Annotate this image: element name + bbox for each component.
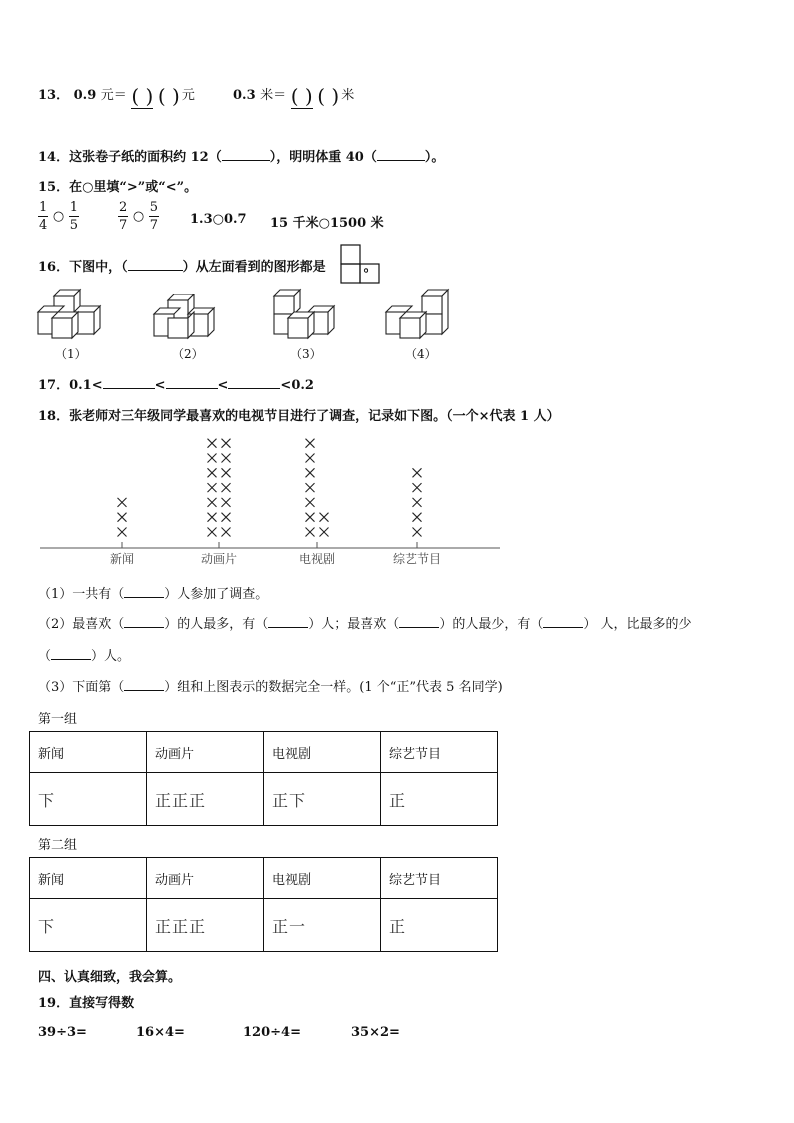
q16-figure-2[interactable] (152, 294, 222, 340)
q17-lt-1: < (154, 378, 166, 393)
group2-title: 第二组 (38, 838, 78, 853)
q16-figure-label-3: （3） (290, 347, 322, 361)
group2-header-cell: 新闻 (30, 858, 147, 899)
chart-category-label: 动画片 (200, 552, 238, 566)
q14-blank-2[interactable] (377, 147, 425, 161)
tally-x-mark (222, 468, 231, 477)
q16-figure-4[interactable] (384, 288, 454, 340)
q19-item-4[interactable]: 35×2= (351, 1025, 400, 1040)
q16-text-c: 。 (363, 260, 377, 275)
q17-blank-1[interactable] (103, 375, 155, 389)
q16-text-a: 16．下图中，（ (38, 260, 128, 275)
tally-x-mark (413, 483, 422, 492)
q16-figure-label-2: （2） (172, 347, 204, 361)
group2-value-cell: 正正正 (147, 899, 264, 952)
q18-sub2-text-b: ）的人最多，有（ (164, 617, 269, 632)
question-18: 18．张老师对三年级同学最喜欢的电视节目进行了调查，记录如下图。（一个×代表 1 人） (38, 409, 560, 424)
q19-item-1[interactable]: 39÷3= (38, 1025, 87, 1040)
q15-item-1 (38, 201, 79, 232)
tally-x-mark (306, 454, 315, 463)
tally-x-mark (413, 528, 422, 537)
tally-x-mark (413, 513, 422, 522)
q16-text-b: ）从左面看到的图形都是 (182, 260, 326, 275)
group1-header-cell: 动画片 (147, 732, 264, 773)
tally-x-mark (222, 513, 231, 522)
tally-x-mark (222, 454, 231, 463)
group1-header-cell: 综艺节目 (381, 732, 498, 773)
q15-circle-1[interactable]: ○ (52, 209, 65, 224)
group1-value-cell: 正下 (264, 773, 381, 826)
group2-value-cell: 正一 (264, 899, 381, 952)
tally-x-mark (320, 513, 329, 522)
q18-sub2-blank-3[interactable] (399, 614, 439, 628)
q15-fraction-c (118, 201, 128, 232)
q16-figure-label-4: （4） (405, 347, 437, 361)
q15-fraction-a (38, 201, 48, 232)
q13-right-fraction[interactable] (290, 83, 340, 108)
group1-header-cell: 电视剧 (264, 732, 381, 773)
q13-right-value: 0.3 (233, 88, 256, 103)
q16-blank[interactable] (128, 257, 183, 271)
q17-end: <0.2 (280, 378, 314, 393)
q13-left-value: 0.9 (73, 88, 97, 103)
q17-start: 17．0.1< (38, 378, 103, 393)
q18-sub2-text-e: ） 人，比最多的少 (583, 617, 692, 632)
tally-x-mark (413, 498, 422, 507)
tally-x-mark (306, 468, 315, 477)
chart-category-label: 新闻 (109, 552, 135, 566)
tally-x-mark (222, 439, 231, 448)
q13-left-unit: 元＝ (100, 88, 127, 103)
tally-x-mark (208, 468, 217, 477)
tally-x-mark (306, 498, 315, 507)
q17-blank-2[interactable] (166, 375, 218, 389)
q14-text-a: 14．这张卷子纸的面积约 12（ (38, 150, 222, 165)
q18-sub2-blank-5[interactable] (51, 646, 91, 660)
question-13 (38, 84, 195, 107)
tally-x-mark (208, 498, 217, 507)
tally-x-mark (222, 528, 231, 537)
q15-den-d: 7 (149, 218, 158, 233)
q15-den-b: 5 (69, 218, 78, 233)
q15-fraction-b (69, 201, 79, 232)
tally-x-mark (222, 498, 231, 507)
q13-number: 13． (38, 88, 70, 103)
q14-text-b: ），明明体重 40（ (269, 150, 377, 165)
tally-x-mark (118, 513, 127, 522)
q13-right-numerator[interactable]: ( ) (290, 83, 313, 108)
q15-circle-2[interactable]: ○ (132, 209, 145, 224)
q15-den-a: 4 (39, 218, 48, 233)
q17-blank-3[interactable] (228, 375, 280, 389)
group1-value-cell: 下 (30, 773, 147, 826)
q13-right-suffix: 米 (341, 88, 355, 103)
q14-blank-1[interactable] (222, 147, 270, 161)
group2-value-cell: 正 (381, 899, 498, 952)
q15-num-d: 5 (149, 200, 158, 215)
group1-value-cell: 正正正 (147, 773, 264, 826)
q18-sub-2 (38, 613, 691, 632)
q15-item-2 (118, 201, 159, 232)
group2-table (29, 857, 498, 952)
q18-sub-3 (38, 676, 503, 695)
group1-header-row (30, 732, 498, 773)
q13-right-unit: 米＝ (260, 88, 287, 103)
q13-left-suffix: 元 (181, 88, 195, 103)
group1-header-cell: 新闻 (30, 732, 147, 773)
q15-num-a: 1 (39, 200, 48, 215)
question-16 (38, 256, 377, 275)
tally-x-mark (222, 483, 231, 492)
q18-sub1-text-a: （1）一共有（ (38, 587, 125, 602)
q18-sub-2-cont (38, 645, 130, 664)
q13-left-fraction[interactable] (131, 83, 180, 108)
q18-sub1-text-b: ）人参加了调查。 (164, 587, 269, 602)
group1-value-row (30, 773, 498, 826)
q18-sub2-text-c: ）人；最喜欢（ (308, 617, 400, 632)
tally-x-mark (413, 468, 422, 477)
q15-num-b: 1 (69, 200, 78, 215)
q13-left-numerator[interactable]: ( ) (131, 83, 154, 108)
section-4-heading: 四、认真细致，我会算。 (38, 970, 182, 985)
q18-sub3-blank[interactable] (124, 677, 164, 691)
group2-header-cell: 动画片 (147, 858, 264, 899)
tally-x-mark (118, 528, 127, 537)
q15-fraction-d (149, 201, 159, 232)
tally-x-mark (306, 513, 315, 522)
tally-x-mark (208, 439, 217, 448)
q18-sub2-text-d: ）的人最少，有（ (439, 617, 544, 632)
tally-x-mark (208, 528, 217, 537)
group2-header-cell: 综艺节目 (381, 858, 498, 899)
question-15: 15．在○里填“>”或“<”。 (38, 180, 198, 195)
tally-x-mark (208, 483, 217, 492)
q16-figure-label-1: （1） (55, 347, 87, 361)
q18-sub2-text-a: （2）最喜欢（ (38, 617, 125, 632)
q18-sub2-text-g: ）人。 (91, 649, 131, 664)
tally-chart (38, 432, 504, 572)
chart-category-label: 综艺节目 (392, 552, 442, 566)
question-14 (38, 146, 444, 165)
q16-figure-3[interactable] (272, 288, 342, 340)
q18-sub3-text-a: （3）下面第（ (38, 680, 125, 695)
q18-sub2-blank-2[interactable] (268, 614, 308, 628)
q13-right-denominator[interactable]: ( ) (317, 83, 340, 108)
q19-item-2[interactable]: 16×4= (136, 1025, 185, 1040)
question-17 (38, 374, 314, 393)
q13-left-denominator[interactable]: ( ) (157, 83, 180, 108)
q15-den-c: 7 (119, 218, 128, 233)
question-13-right (233, 84, 354, 107)
q19-item-3[interactable]: 120÷4= (243, 1025, 301, 1040)
group2-header-cell: 电视剧 (264, 858, 381, 899)
tally-x-mark (320, 528, 329, 537)
q18-sub2-blank-4[interactable] (543, 614, 583, 628)
q18-sub2-blank-1[interactable] (124, 614, 164, 628)
q18-sub2-text-f: （ (38, 649, 52, 664)
q14-text-c: ）。 (424, 150, 445, 165)
q15-item-3[interactable]: 1.3○0.7 (190, 212, 247, 227)
tally-x-mark (306, 528, 315, 537)
question-19: 19．直接写得数 (38, 996, 135, 1011)
chart-category-label: 电视剧 (298, 552, 336, 566)
q18-sub3-text-b: ）组和上图表示的数据完全一样。(1 个“正”代表 5 名同学) (164, 680, 503, 695)
group1-value-cell: 正 (381, 773, 498, 826)
group2-value-cell: 下 (30, 899, 147, 952)
group2-value-row (30, 899, 498, 952)
group1-table (29, 731, 498, 826)
tally-x-mark (306, 439, 315, 448)
group2-header-row (30, 858, 498, 899)
tally-x-mark (208, 513, 217, 522)
q16-left-view-shape (340, 244, 380, 284)
tally-x-mark (118, 498, 127, 507)
tally-x-mark (208, 454, 217, 463)
q15-num-c: 2 (119, 200, 128, 215)
q18-sub1-blank[interactable] (124, 584, 164, 598)
q17-lt-2: < (217, 378, 229, 393)
q15-item-4[interactable]: 15 千米○1500 米 (270, 216, 384, 231)
q16-figure-1[interactable] (36, 288, 106, 340)
tally-x-mark (306, 483, 315, 492)
q18-sub-1 (38, 583, 268, 602)
group1-title: 第一组 (38, 712, 78, 727)
